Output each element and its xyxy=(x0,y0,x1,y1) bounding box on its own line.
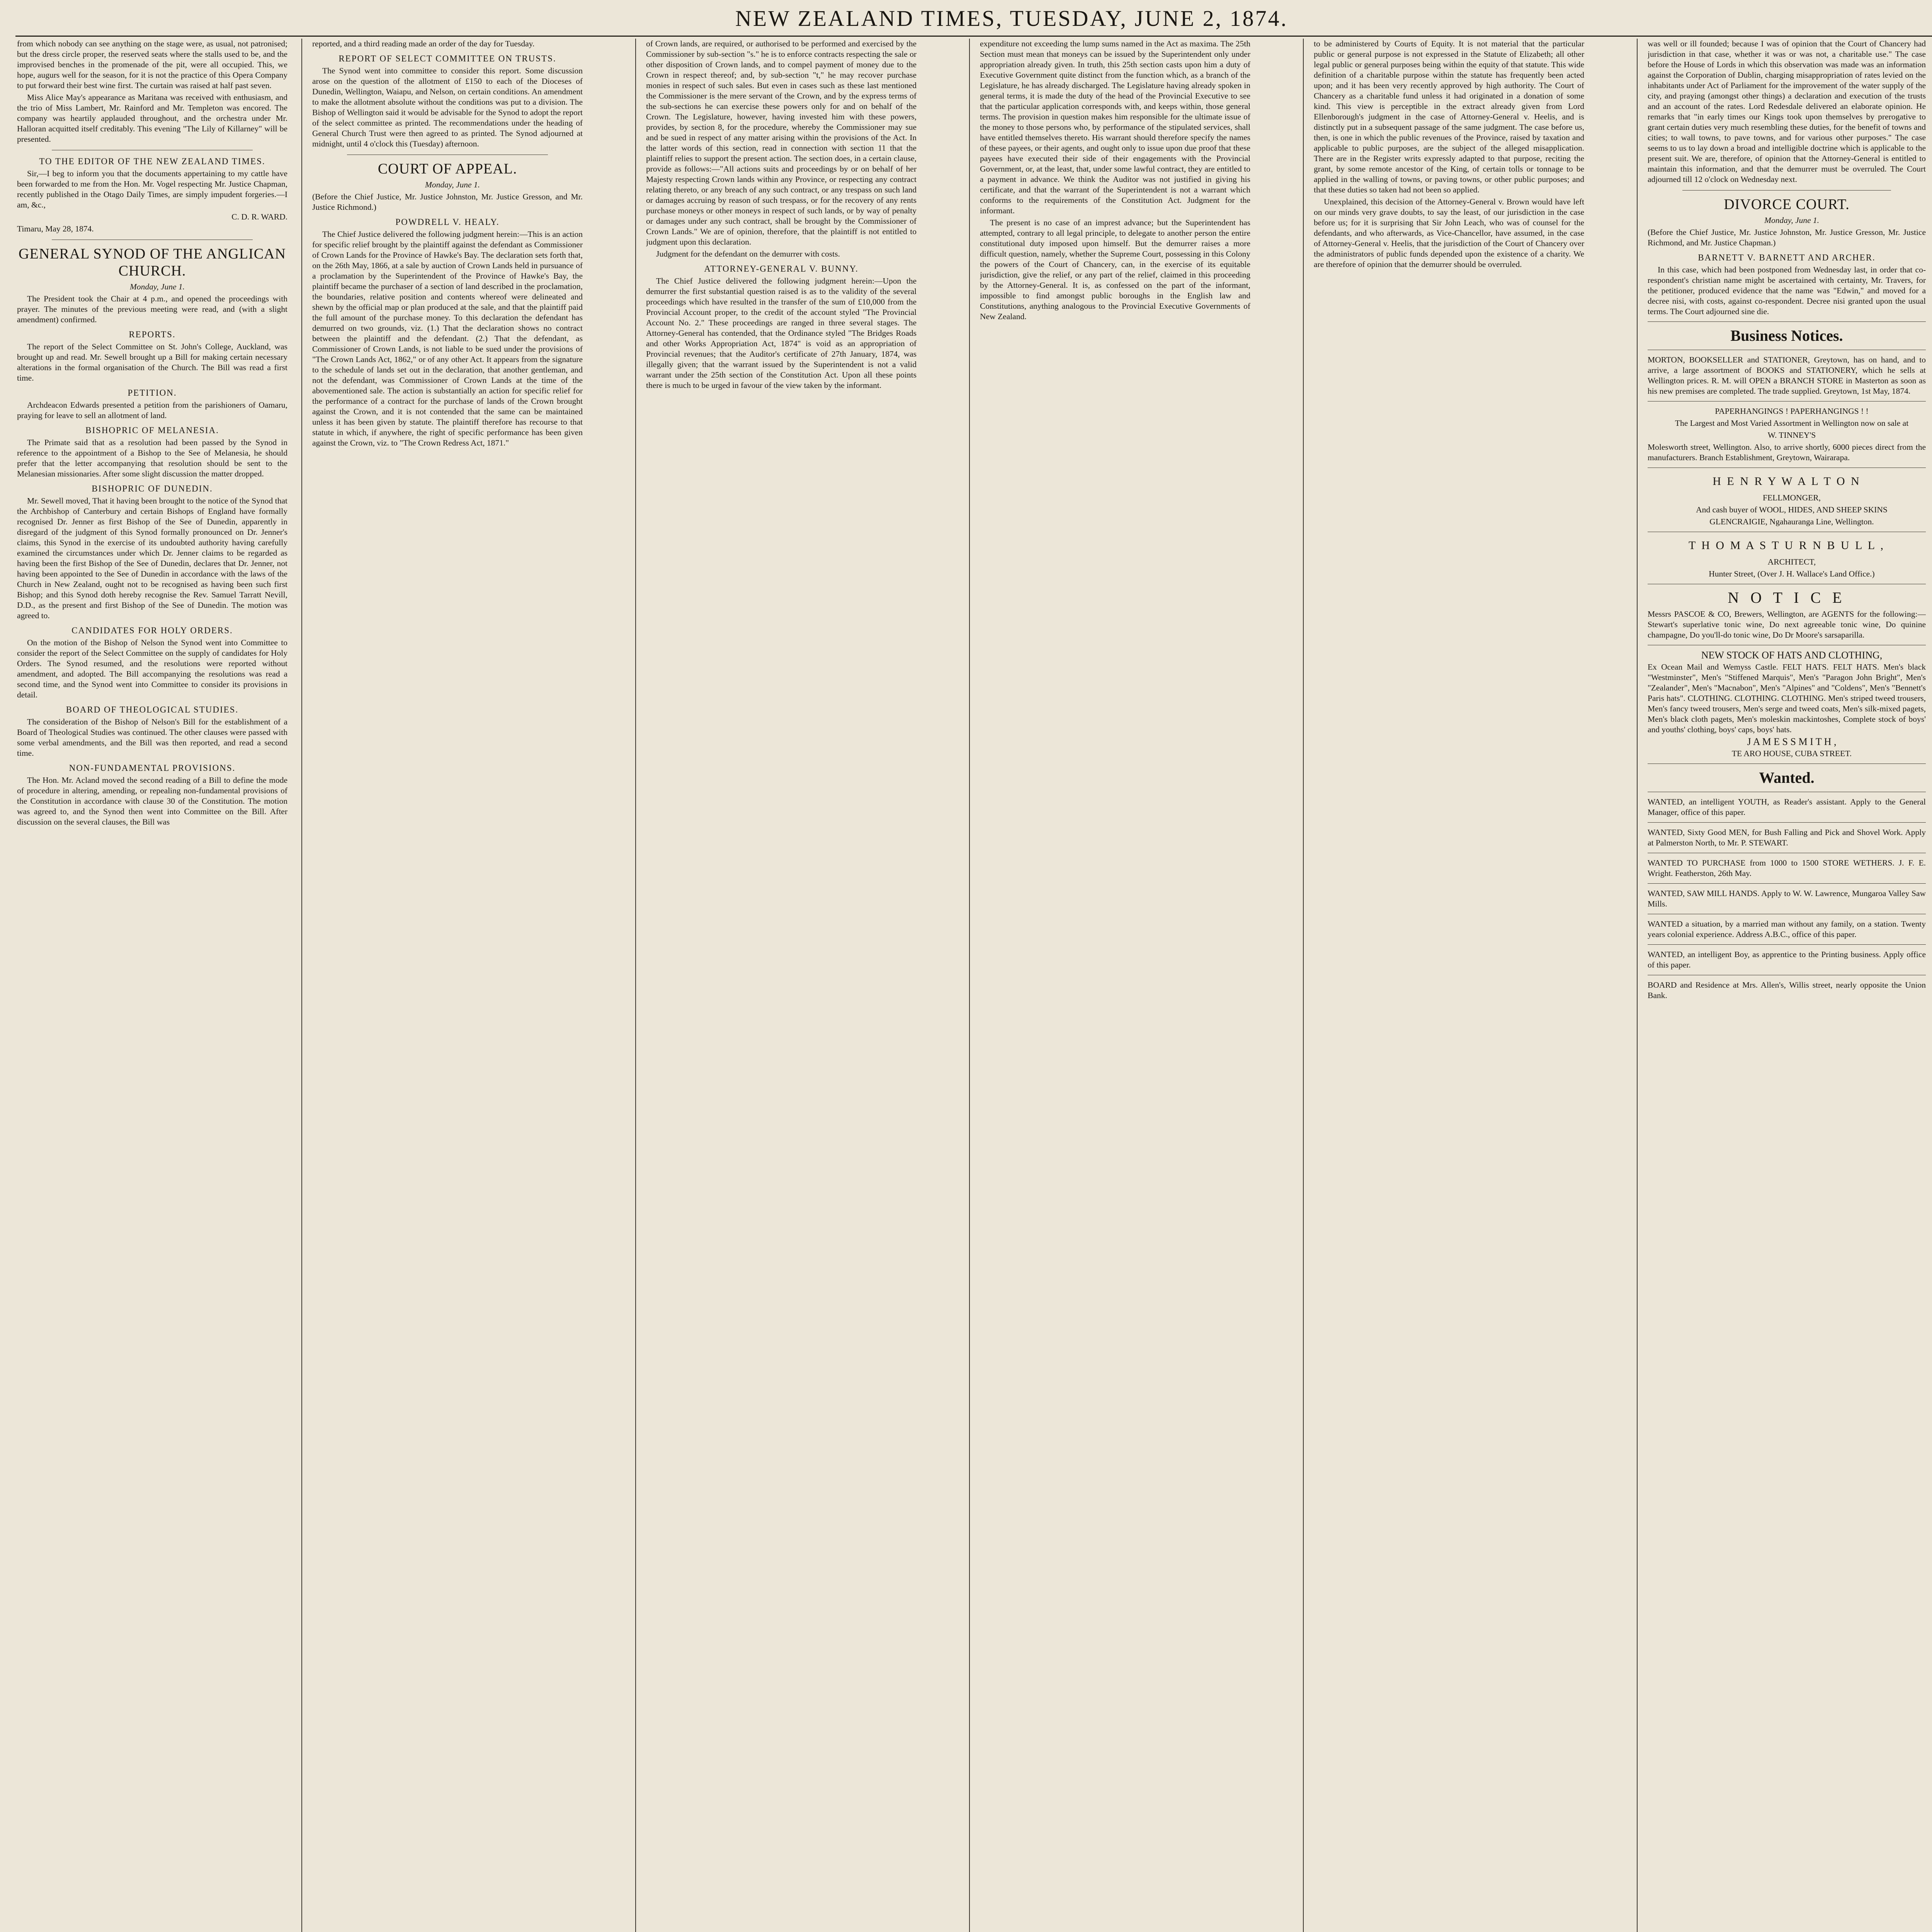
wanted-ad: WANTED, Sixty Good MEN, for Bush Falling and Pick and Shovel Work. Apply at Palmerston North, to Mr. P. STEWART. xyxy=(1648,828,1926,847)
divider xyxy=(1648,944,1926,945)
ad-walton-body: And cash buyer of WOOL, HIDES, AND SHEEP SKINS xyxy=(1696,505,1888,514)
divorce-body: In this case, which had been postponed from Wednesday last, in order that co-respondent's christian name might be ascertained with certainty, Mr. Travers, for the petitioner, produced evidence that the name was "Edwin," and moved for a decree nisi, with costs, against co-respondent. Decree nisi granted upon the usual terms. The Court adjourned sine die. xyxy=(1648,265,1926,316)
divorce-bench: (Before the Chief Justice, Mr. Justice Johnston, Mr. Justice Gresson, Mr. Justice Richmond, and Mr. Justice Chapman.) xyxy=(1648,228,1926,247)
divider xyxy=(1648,822,1926,823)
column-1 xyxy=(17,39,287,1932)
wanted-ad: WANTED a situation, by a married man without any family, on a station. Twenty years colonial experience. Address A.B.C., office of this paper. xyxy=(1648,919,1926,939)
petition-body: Archdeacon Edwards presented a petition from the parishioners of Oamaru, praying for leave to sell an allotment of land. xyxy=(17,400,287,420)
trusts-body: The Synod went into committee to consider this report. Some discussion arose on the question of the allotment of £150 to each of the Dioceses of Dunedin, Wellington, Waiapu, and Nelson, on certain conditions. An amendment to make the allotment absolute without the conditions was put to a division. The Bishop of Wellington said it would be advisable for the Synod to adopt the report of the select committee as printed. The recommendations under the heading of General Church Trust were then agreed to as printed. The Synod adjourned at midnight, until 4 o'clock this (Tuesday) afternoon. xyxy=(312,66,583,148)
ad-hats-body: Ex Ocean Mail and Wemyss Castle. FELT HATS. FELT HATS. Men's black "Westminster", Men's "Stiffened Marquis", Men's "Paragon John Bright", Men's "Zealander", Men's "Macnabon", Men's "Alpines" and "Coldens", Men's "Bennett's Paris hats". CLOTHING. CLOTHING. CLOTHING. Men's striped tweed trousers, Men's fancy tweed trousers, Men's serge and tweed coats, Men's silk-mixed pagets, Men's black cloth pagets, Men's moleskin mackintoshes, Complete stock of boys' and youths' clothing, boys' caps, boys' hats. xyxy=(1648,662,1926,734)
divider xyxy=(1648,321,1926,322)
ad-walton-trade: FELLMONGER, xyxy=(1763,493,1821,502)
ad-turnbull-addr: Hunter Street, (Over J. H. Wallace's Land Office.) xyxy=(1709,569,1875,578)
ad-morton xyxy=(1648,355,1926,396)
divorce-case: BARNETT V. BARNETT AND ARCHER. xyxy=(1698,253,1876,262)
ad-paperhangings-body: The Largest and Most Varied Assortment in Wellington now on sale at xyxy=(1675,418,1909,428)
court-bench: (Before the Chief Justice, Mr. Justice Johnston, Mr. Justice Gresson, and Mr. Justice Richmond.) xyxy=(312,192,583,212)
wanted-ad: WANTED TO PURCHASE from 1000 to 1500 STORE WETHERS. J. F. E. Wright. Featherston, 26th May. xyxy=(1648,858,1926,878)
column-rule xyxy=(301,39,302,1932)
court-title: COURT OF APPEAL. xyxy=(378,161,517,177)
nonfund-heading: NON-FUNDAMENTAL PROVISIONS. xyxy=(69,763,236,773)
column-rule xyxy=(969,39,970,1932)
column-6 xyxy=(1648,39,1926,1932)
letter-place: Timaru, May 28, 1874. xyxy=(17,224,94,233)
ag-heading: ATTORNEY-GENERAL V. BUNNY. xyxy=(704,264,859,274)
judgment-continued-2: to be administered by Courts of Equity. It is not material that the particular public or general purpose is not expressed in the Statute of Elizabeth; all other legal public or general purposes being within the equity of that statute. This wide definition of a charitable purpose within the statute has frequently been acted upon; and it has been very recently approved by high authority. The Court of Chancery as a charitable fund unless it had originated in a donation of some kind. This view is perceptible in the extract already given from Lord Ellenborough's judgment in the case of Attorney-General v. Heelis, and is distinctly put in a subsequent passage of the same judgment. The case before us, then, is one in which the public revenues of the Province, raised by taxation and applicable to public purposes, are the subject of the alleged misapplication. There are in the Register writs expressly adapted to that purpose, reciting the grant, by some remote ancestor of the King, of certain tolls or tonnage to be applied in the walling of towns, or paving towns, or other public purposes; and that these duties so taken had not been so applied. xyxy=(1314,39,1584,194)
wanted-ad: WANTED, an intelligent Boy, as apprentice to the Printing business. Apply office of this paper. xyxy=(1648,950,1926,969)
ad-paperhangings-name: W. TINNEY'S xyxy=(1767,430,1816,440)
board-body: The consideration of the Bishop of Nelson's Bill for the establishment of a Board of Theological Studies was continued. The other clauses were passed with some verbal amendments, and the Bill was then reported, and read a second time. xyxy=(17,717,287,758)
wanted-ad: BOARD and Residence at Mrs. Allen's, Willis street, nearly opposite the Union Bank. xyxy=(1648,980,1926,1000)
ad-notice xyxy=(1648,589,1926,640)
judgment-continued-3: was well or ill founded; because I was of opinion that the Court of Chancery had jurisdiction in that case, whether it was or was not, a charitable use." The case before the House of Lords in which this observation was made was an information against the Corporation of Dublin, charging misappropriation of rates levied on the inhabitants under Act of Parliament for the improvement of the water supply of the city, and praying (amongst other things) a declaration and execution of the trusts and an account of the rates. Lord Redesdale delivered an elaborate opinion. He remarks that "in early times our Kings took upon themselves by prerogative to grant certain duties very much resembling these duties, for the benefit of towns and cities; to wall towns, to pave towns, and for various other purposes." The case seems to us to lay down a broad and intelligible doctrine which is applicable to the present suit. We are, therefore, of opinion that the Attorney-General is entitled to maintain this information, and that the demurrer must be overruled. The Court adjourned till 12 o'clock on Wednesday next. xyxy=(1648,39,1926,184)
divorce-title: DIVORCE COURT. xyxy=(1724,196,1850,213)
ad-hats-title: NEW STOCK OF HATS AND CLOTHING, xyxy=(1701,650,1883,661)
nonfund-body: The Hon. Mr. Acland moved the second reading of a Bill to define the mode of procedure in altering, amending, or repealing non-fundamental provisions of the Constitution in accordance with clause 30 of the Constitution. The motion was agreed to, and the Synod then went into Committee on the Bill. After discussion on the several clauses, the Bill was xyxy=(17,776,287,827)
synod-title: GENERAL SYNOD OF THE ANGLICAN CHURCH. xyxy=(19,246,286,279)
dunedin-heading: BISHOPRIC OF DUNEDIN. xyxy=(92,484,213,493)
melanesia-heading: BISHOPRIC OF MELANESIA. xyxy=(85,425,219,435)
ad-hats-signature: J A M E S S M I T H , xyxy=(1747,736,1837,747)
letter-heading: TO THE EDITOR OF THE NEW ZEALAND TIMES. xyxy=(39,156,265,166)
court-date: Monday, June 1. xyxy=(425,180,480,189)
melanesia-body: The Primate said that as a resolution had been passed by the Synod in reference to the appointment of a Bishop to the See of Melanesia, he should prefer that the letter accompanying that resolution should be sent to the Melanesian missionaries. After some slight discussion the matter dropped. xyxy=(17,438,287,478)
column-rule xyxy=(1303,39,1304,1932)
column-5 xyxy=(1314,39,1584,1932)
trusts-heading: REPORT OF SELECT COMMITTEE ON TRUSTS. xyxy=(338,54,556,63)
ad-walton xyxy=(1648,473,1926,527)
masthead-rule xyxy=(15,36,1932,37)
judgment-unexplained: Unexplained, this decision of the Attorney-General v. Brown would have left on our minds very grave doubts, to say the least, of our jurisdiction in the case before us; for it is surprising that Sir John Leach, who was of counsel for the defendants, and who afterwards, as Vice-Chancellor, have assumed, in the case of Attorney-General v. Heelis, that the jurisdiction of the Court of Chancery over the administrators of public funds depended upon the existence of a charity. We are therefore of opinion that the demurrer should be overruled. xyxy=(1314,197,1584,269)
ad-hats xyxy=(1648,650,1926,759)
column-rule xyxy=(1637,39,1638,1932)
opera-review-body: Miss Alice May's appearance as Maritana was received with enthusiasm, and the trio of Miss Lambert, Mr. Rainford and Mr. Templeton was encored. The company was heartily applauded throughout, and the orchestra under Mr. Halloran acquitted itself creditably. This evening "The Lily of Killarney" will be presented. xyxy=(17,93,287,144)
column-4 xyxy=(980,39,1250,1932)
wanted-title: Wanted. xyxy=(1759,769,1815,786)
wanted-ad: WANTED, an intelligent YOUTH, as Reader's assistant. Apply to the General Manager, office of this paper. xyxy=(1648,797,1926,817)
letter-signature: C. D. R. WARD. xyxy=(231,212,287,221)
divider xyxy=(1648,883,1926,884)
orders-heading: CANDIDATES FOR HOLY ORDERS. xyxy=(71,626,233,635)
opera-review-opening: from which nobody can see anything on the stage were, as usual, not patronised; but the dress circle proper, the reserved seats where the stalls used to be, and the improvised benches in the promenade of the pit, were all occupied. This, we hope, augurs well for the season, for it is not the practice of this Opera Company to put forward their best wine first. The curtain was raised at half past seven. xyxy=(17,39,287,90)
column-rule xyxy=(635,39,636,1932)
case-continued: of Crown lands, are required, or authorised to be performed and exercised by the Commissioner by sub-section "s." he is to enforce contracts respecting the sale or other disposition of Crown lands, and to compel payment of money due to the Crown in respect thereof; and, by sub-section "t," he may recover purchase monies in respect of such sales. But even in cases such as these last mentioned the Commissioner is the mere servant of the Crown, and by the express terms of the sub-sections he can exercise these powers only for and on behalf of the Crown. The Legislature, however, having invested him with these powers, provides, by section 8, for the procedure, whereby the Commissioner may sue and be sued in respect of any matter arising within the provisions of the Act. In the latter words of this section, read in connection with section 11 that the plaintiff relies to support the present action. The section does, in a certain clause, provide as follows:—"All actions suits and proceedings by or on behalf of her Majesty respecting Crown lands within any Province, or respecting any contract relating thereto, or any breach of any such contract, or any trespass on such land or damages accruing by reason of such trespass, or for the recovery of any rents purchase moneys or other moneys in respect of such lands, or by way of penalty or damages under any such contract, shall be brought by the Commissioner of Crown Lands." We are of opinion, therefore, that the plaintiff is not entitled to judgment upon this declaration. xyxy=(646,39,917,247)
ad-turnbull-trade: ARCHITECT, xyxy=(1767,557,1816,566)
reports-body: The report of the Select Committee on St. John's College, Auckland, was brought up and read. Mr. Sewell brought up a Bill for making certain necessary alterations in the formal organisation of the Church. The Bill was read a first time. xyxy=(17,342,287,383)
synod-intro: The President took the Chair at 4 p.m., and opened the proceedings with prayer. The minutes of the previous meeting were read, and (with a slight amendment) confirmed. xyxy=(17,294,287,324)
letter-body: Sir,—I beg to inform you that the documents appertaining to my cattle have been forwarded to me from the Hon. Mr. Vogel respecting Mr. Justice Chapman, recently published in the Otago Daily Times, are simply impudent forgeries.—I am, &c., xyxy=(17,169,287,209)
wanted-ad: WANTED, SAW MILL HANDS. Apply to W. W. Lawrence, Mungaroa Valley Saw Mills. xyxy=(1648,889,1926,908)
ad-walton-place: GLENCRAIGIE, Ngahauranga Line, Wellington. xyxy=(1709,517,1874,526)
ad-morton-text: MORTON, BOOKSELLER and STATIONER, Greytown, has on hand, and to arrive, a large assortment of BOOKS and STATIONERY, which he sells at Wellington prices. R. M. will OPEN a BRANCH STORE in Masterton as soon as his new premises are completed. The trade supplied. Greytown, 1st May, 1874. xyxy=(1648,355,1926,396)
ad-turnbull-name: T H O M A S T U R N B U L L , xyxy=(1688,539,1885,552)
board-heading: BOARD OF THEOLOGICAL STUDIES. xyxy=(66,705,239,714)
masthead: NEW ZEALAND TIMES, TUESDAY, JUNE 2, 1874. xyxy=(735,6,1288,31)
orders-body: On the motion of the Bishop of Nelson the Synod went into Committee to consider the report of the Select Committee on the supply of candidates for Holy Orders. The Synod resumed, and the resolutions were reported without amendment, and adopted. The Bill accompanying the resolutions was read a second time, and the Synod went into Committee to consider its provisions in detail. xyxy=(17,638,287,699)
column-3 xyxy=(646,39,917,1932)
petition-heading: PETITION. xyxy=(128,388,177,398)
ad-paperhangings-addr: Molesworth street, Wellington. Also, to arrive shortly, 6000 pieces direct from the manufacturers. Branch Establishment, Greytown, Wairarapa. xyxy=(1648,442,1926,462)
synod-date: Monday, June 1. xyxy=(129,282,185,291)
ad-notice-title: N O T I C E xyxy=(1728,589,1846,606)
ad-hats-place: TE ARO HOUSE, CUBA STREET. xyxy=(1731,749,1852,758)
judgment-continued: expenditure not exceeding the lump sums named in the Act as maxima. The 25th Section must mean that moneys can be issued by the Superintendent only under appropriation already given. In truth, this 25th section casts upon him a duty of Executive Government quite distinct from the function which, as a branch of the Legislature, he has already discharged. The Legislature having already spoken in general terms, it is made the duty of the head of the Provincial Executive to see that the particular application corresponds with, and keeps within, those general terms. The provision in question makes him responsible for the ultimate issue of the money to those persons who, by performance of the stipulated services, shall have entitled themselves thereto. His warrant should therefore specify the names of these payees, or their agents, and ought only to issue upon due proof that these payees have executed their side of their engagements with the Provincial Government, or, at the least, that, under some lawful contract, they are entitled to a payment in advance. We think the Auditor was not justified in giving his certificate, and that the warrant of the Superintendent is not a warrant which conforms to the requirements of the Constitution Act. Judgment for the informant. xyxy=(980,39,1250,215)
ad-walton-name: H E N R Y W A L T O N xyxy=(1713,475,1861,488)
ad-notice-body: Messrs PASCOE & CO, Brewers, Wellington, are AGENTS for the following:— Stewart's superlative tonic wine, Do next agreeable tonic wine, Do quinine champagne, Do you'll-do tonic wine, Do Dr Moore's sarsaparilla. xyxy=(1648,609,1926,639)
dunedin-body: Mr. Sewell moved, That it having been brought to the notice of the Synod that the Archbishop of Canterbury and certain Bishops of England have formally recognised Dr. Jenner as first Bishop of the See of Dunedin, apparently in disregard of the judgment of this Synod formally pronounced on Dr. Jenner's claims, this Synod in the exercise of its undoubted authority having carefully examined the circumstances under which Dr. Jenner claims to be regarded as having been the first Bishop of the See of Dunedin, declares that Dr. Jenner, not having been appointed to the See of Dunedin in accordance with the laws of the Church in New Zealand, ought not to be recognised as having been such first Bishop; and this Synod doth hereby recognise the Rev. Samuel Tarratt Nevill, D.D., as the present and first Bishop of the See of Dunedin. The motion was agreed to. xyxy=(17,496,287,620)
charity-body: The present is no case of an imprest advance; but the Superintendent has attempted, contrary to all legal principle, to delegate to another person the entire constitutional duty imposed upon himself. But the demurrer raises a more difficult question, namely, whether the Supreme Court, possessing in this Colony the powers of the Court of Chancery, can, in the exercise of its equitable jurisdiction, give the relief, or any part of the relief, claimed in this proceeding by the Attorney-General. It is, as confessed on the part of the informant, impossible to find amongst public boroughs in the English law and Constitutions, anything analogous to the Provincial Executive Governments of New Zealand. xyxy=(980,218,1250,321)
ad-paperhangings xyxy=(1648,406,1926,463)
column-2 xyxy=(312,39,583,1932)
synod-continued: reported, and a third reading made an order of the day for Tuesday. xyxy=(312,39,535,48)
ad-turnbull xyxy=(1648,537,1926,579)
reports-heading: REPORTS. xyxy=(129,330,176,339)
divorce-date: Monday, June 1. xyxy=(1764,216,1820,225)
ad-paperhangings-title: PAPERHANGINGS ! PAPERHANGINGS ! ! xyxy=(1715,406,1869,416)
costs-line: Judgment for the defendant on the demurrer with costs. xyxy=(656,249,840,259)
case-heading: POWDRELL V. HEALY. xyxy=(395,217,500,227)
ag-body: The Chief Justice delivered the following judgment herein:—Upon the demurrer the first substantial question raised is as to the validity of the several proceedings which have resulted in the transfer of the sum of £10,000 from the Provincial Account proper, to the credit of the account styled "The Provincial Account No. 2." These proceedings are ranged in three several stages. The Attorney-General has contended, that the Ordinance styled "The Bridges Roads and other Works Appropriation Act, 1874" is void as an appropriation of Provincial revenues; that the Auditor's certificate of 27th January, 1874, was illegally given; that the warrant issued by the Superintendent is not a valid warrant under the 25th section of the Constitution Act. Upon all these points there is much to be urged in favour of the view taken by the informant. xyxy=(646,276,917,390)
business-notices-title: Business Notices. xyxy=(1730,327,1843,344)
case-body: The Chief Justice delivered the following judgment herein:—This is an action for specific relief brought by the plaintiff against the defendant as Commissioner of Crown Lands for the Province of Hawke's Bay. The declaration sets forth that, on the 26th May, 1866, at a sale by auction of Crown Lands held in pursuance of a proclamation by the Superintendent of the Province of Hawke's Bay, the plaintiff became the purchaser of a section of land described in the proclamation, the boundaries, relative position and contents whereof were delineated and shewn by the official map or plan produced at the sale, and that the plaintiff paid the full amount of the purchase money. To this declaration the defendant has demurred on two grounds, viz. (1.) That the declaration shows no contract between the plaintiff and the defendant. (2.) That the defendant, as Commissioner of Crown Lands, is not liable to be sued under the provisions of "The Crown Lands Act, 1862," or of any other Act. It appears from the signature to the schedule of lands set out in the declaration, that another gentleman, and not the defendant, was Commissioner of Crown Lands at the time of the abovementioned sale. The action is substantially an action for specific relief for the performance of a contract for the purchase of lands of the Crown brought against the Crown, and it is not contended that the same can be maintained unless it has been given by statute. The plaintiff therefore has recourse to that statute in which, if anywhere, the right of specific performance has been given against the Crown, viz. to "The Crown Redress Act, 1871." xyxy=(312,230,583,447)
